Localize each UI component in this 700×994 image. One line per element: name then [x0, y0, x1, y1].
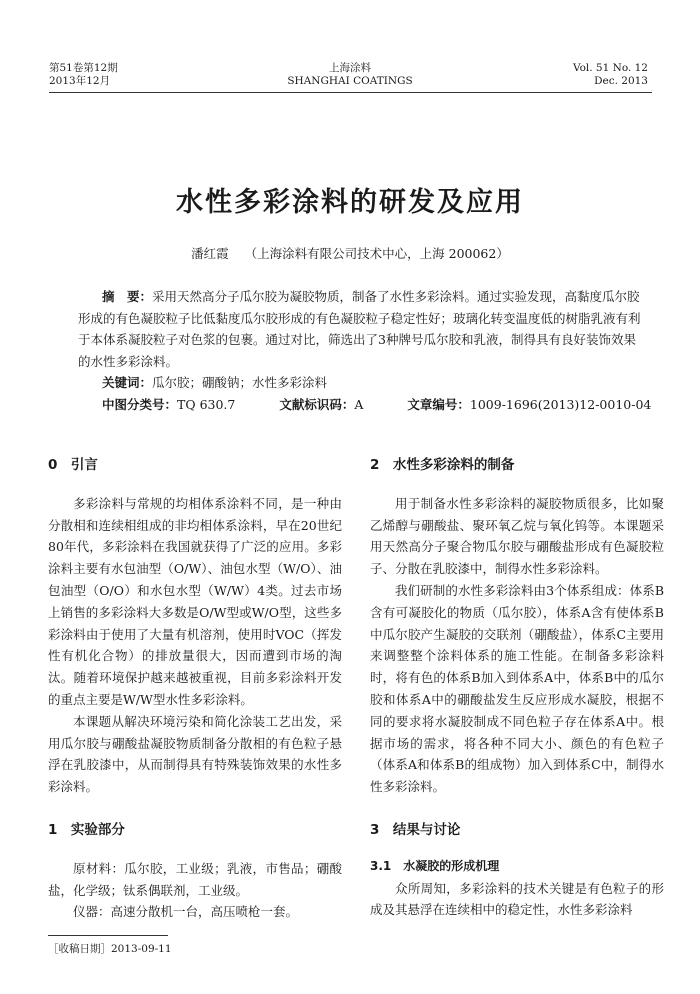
issue-date-en: Dec. 2013	[594, 75, 648, 87]
section-experiment-heading: 1 实验部分	[48, 821, 125, 838]
clc-label: 中图分类号：	[102, 397, 178, 412]
gel-paragraph-1: 众所周知，多彩涂料的技术关键是有色粒子的形成及其悬浮在连续相中的稳定性，水性多彩涂料	[370, 880, 664, 918]
right-column	[370, 455, 664, 921]
article-value: 1009-1696(2013)12-0010-04	[469, 397, 652, 412]
keywords	[102, 373, 327, 391]
keywords-label: 关键词：	[102, 375, 153, 390]
abstract	[78, 286, 644, 372]
doc-code	[279, 397, 363, 412]
intro-paragraph-1: 多彩涂料与常规的均相体系涂料不同，是一种由分散相和连续相组成的非均相体系涂料，早在20世纪80年代，多彩涂料在我国就获得了广泛的应用。多彩涂料主要有水包油型（O/W）、油包水型（W/O）、油包油型（O/O）和水包水型（W/W）4类。过去市场上销售的多彩涂料大多数是O/W型或W/O型，这些多彩涂料由于使用了大量有机溶剂，使用时VOC（挥发性有机化合物）的排放量很大，因而遭到市场的淘汰。随着环境保护越来越被重视，目前多彩涂料开发的重点主要是W/W型水性多彩涂料。	[48, 495, 342, 707]
section-preparation-heading: 2 水性多彩涂料的制备	[370, 457, 515, 473]
journal-name-en: SHANGHAI COATINGS	[287, 75, 413, 87]
author-name: 潘红霞	[191, 246, 229, 261]
experiment-paragraph-2: 仪器：高速分散机一台，高压喷枪一套。	[73, 904, 299, 920]
footnote-divider	[48, 935, 168, 936]
author-line	[0, 244, 700, 262]
journal-name-cn: 上海涂料	[329, 62, 371, 74]
article-number	[407, 397, 651, 412]
clc-value: TQ 630.7	[177, 397, 236, 412]
left-column	[48, 455, 342, 923]
doc-label: 文献标识码：	[279, 397, 355, 412]
volume-issue-en: Vol. 51 No. 12	[572, 62, 648, 74]
header-divider	[49, 92, 652, 93]
doc-value: A	[354, 397, 364, 412]
volume-issue: 第51卷第12期	[49, 62, 118, 74]
abstract-label: 摘 要：	[102, 289, 153, 304]
received-date: ［收稿日期］2013-09-11	[48, 943, 172, 955]
preparation-paragraph-1: 用于制备水性多彩涂料的凝胶物质很多，比如聚乙烯醇与硼酸盐、聚环氧乙烷与氧化钨等。本课题采用天然高分子聚合物瓜尔胶与硼酸盐形成有色凝胶粒子、分散在乳胶漆中，制得水性多彩涂料。	[370, 495, 664, 577]
article-title: 水性多彩涂料的研发及应用	[176, 187, 524, 218]
keywords-text: 瓜尔胶；硼酸钠；水性多彩涂料	[152, 375, 328, 390]
issue-date: 2013年12月	[49, 75, 111, 87]
clc-number	[102, 397, 235, 412]
section-intro-heading: 0 引言	[48, 457, 98, 473]
article-label: 文章编号：	[407, 397, 470, 412]
journal-issue-en	[573, 62, 648, 88]
preparation-paragraph-2: 我们研制的水性多彩涂料由3个体系组成：体系B含有可凝胶化的物质（瓜尔胶），体系A含有使体系B中瓜尔胶产生凝胶的交联剂（硼酸盐），体系C主要用来调整整个涂料体系的施工性能。在制备多彩涂料时，将有色的体系B加入到体系A中，体系B中的瓜尔胶和体系A中的硼酸盐发生反应形成水凝胶，根据不同的要求将水凝胶制成不同色粒子存在体系A中。根据市场的需求，将各种不同大小、颜色的有色粒子（体系A和体系B的组成物）加入到体系C中，制得水性多彩涂料。	[370, 582, 664, 795]
experiment-paragraph-1: 原材料：瓜尔胶，工业级；乳液，市售品；硼酸盐，化学级；钛系偶联剂，工业级。	[48, 860, 342, 898]
classification-line	[102, 395, 662, 413]
section-results-heading: 3 结果与讨论	[370, 821, 461, 838]
abstract-text: 采用天然高分子瓜尔胶为凝胶物质，制备了水性多彩涂料。通过实验发现，高黏度瓜尔胶形成的有色凝胶粒子比低黏度瓜尔胶形成的有色凝胶粒子稳定性好；玻璃化转变温度低的树脂乳液有利于本体系凝胶粒子对色浆的包裹。通过对比，筛选出了3种牌号瓜尔胶和乳液，制得具有良好装饰效果的水性多彩涂料。	[78, 289, 641, 369]
author-affiliation: （上海涂料有限公司技术中心，上海 200062）	[244, 246, 509, 261]
subsection-gel-heading: 3.1 水凝胶的形成机理	[370, 858, 500, 873]
intro-paragraph-2: 本课题从解决环境污染和简化涂装工艺出发，采用瓜尔胶与硼酸盐凝胶物质制备分散相的有色粒子悬浮在乳胶漆中，从而制得具有特殊装饰效果的水性多彩涂料。	[48, 713, 342, 795]
